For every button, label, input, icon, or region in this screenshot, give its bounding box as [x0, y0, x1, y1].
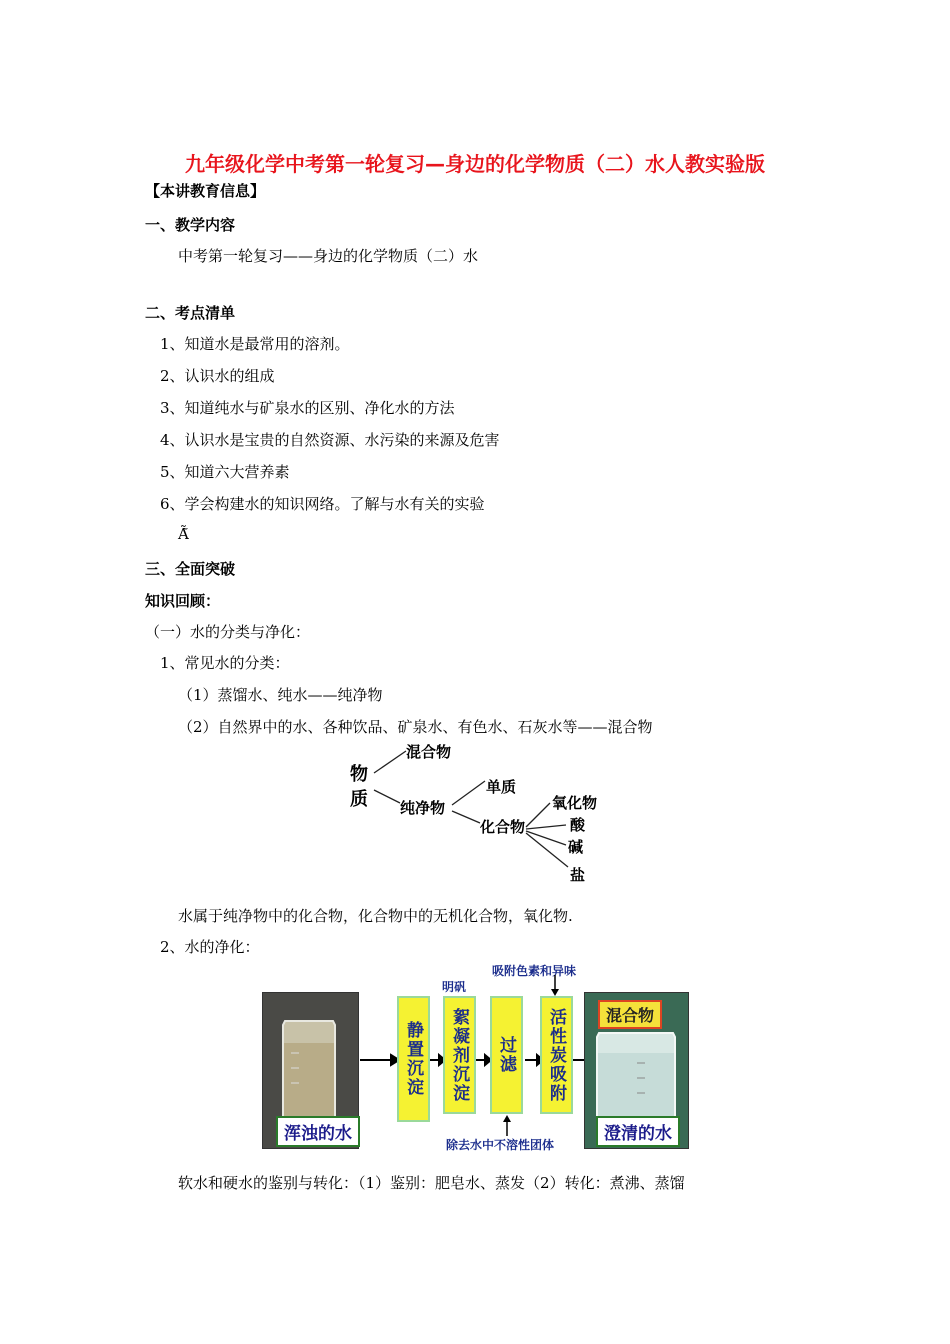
filter-note: 除去水中不溶性团体: [446, 1138, 555, 1152]
point-heading: 2、水的净化：: [160, 938, 260, 956]
page-title: 九年级化学中考第一轮复习—身边的化学物质（二）水人教实验版: [185, 152, 765, 176]
classification-item: （2）自然界中的水、各种饮品、矿泉水、有色水、石灰水等——混合物: [178, 718, 653, 736]
subsection-heading: （一）水的分类与净化：: [145, 623, 311, 641]
classification-item: （1）蒸馏水、纯水——纯净物: [178, 686, 383, 704]
diagram-salt: 盐: [570, 866, 586, 884]
list-item: 3、知道纯水与矿泉水的区别、净化水的方法: [160, 399, 455, 417]
adsorb-note: 吸附色素和异味: [492, 964, 577, 978]
step-flocculant-label: 絮凝剂沉淀: [449, 1007, 469, 1103]
step-filter: [490, 996, 523, 1114]
list-item: 2、认识水的组成: [160, 367, 275, 385]
list-item: 5、知道六大营养素: [160, 463, 290, 481]
step-filter-label: 过滤: [496, 1036, 516, 1074]
point-heading: 1、常见水的分类：: [160, 654, 290, 672]
filter-note-arrow: [497, 1114, 517, 1136]
section1-text: 中考第一轮复习——身边的化学物质（二）水: [178, 247, 479, 265]
step-carbon: [540, 996, 573, 1114]
diagram-root-top: 物: [350, 764, 368, 785]
diagram-element: 单质: [486, 778, 517, 796]
list-item: 4、认识水是宝贵的自然资源、水污染的来源及危害: [160, 431, 500, 449]
info-heading: 【本讲教育信息】: [145, 182, 266, 200]
diagram-mixture: 混合物: [406, 743, 452, 761]
review-heading: 知识回顾：: [145, 592, 221, 610]
section1-heading: 一、教学内容: [145, 216, 236, 234]
diagram-acid: 酸: [570, 816, 586, 834]
soft-hard-water-text: 软水和硬水的鉴别与转化：（1）鉴别：肥皂水、蒸发（2）转化：煮沸、蒸馏: [178, 1174, 685, 1192]
diagram-oxide: 氧化物: [552, 794, 598, 812]
step-settle: [397, 996, 430, 1122]
diagram-base: 碱: [568, 838, 584, 856]
turbid-water-label: 浑浊的水: [276, 1116, 360, 1147]
list-item: 6、学会构建水的知识网络。了解与水有关的实验: [160, 495, 485, 513]
diagram-root-bottom: 质: [350, 789, 368, 810]
diagram-pure: 纯净物: [400, 799, 446, 817]
step-flocculant: [443, 996, 476, 1114]
alum-note: 明矾: [442, 980, 467, 994]
note-text: 水属于纯净物中的化合物，化合物中的无机化合物，氧化物.: [178, 907, 573, 925]
stray-character: Ã̃: [178, 525, 189, 543]
adsorb-note-arrow: [545, 975, 565, 997]
step-carbon-label: 活性炭吸附: [546, 1007, 566, 1103]
list-item: 1、知道水是最常用的溶剂。: [160, 335, 350, 353]
step-settle-label: 静置沉淀: [403, 1021, 423, 1097]
mixture-label: 混合物: [598, 1000, 662, 1029]
clear-water-label: 澄清的水: [596, 1116, 680, 1147]
diagram-compound: 化合物: [480, 818, 526, 836]
section2-heading: 二、考点清单: [145, 304, 236, 322]
section3-heading: 三、全面突破: [145, 560, 236, 578]
